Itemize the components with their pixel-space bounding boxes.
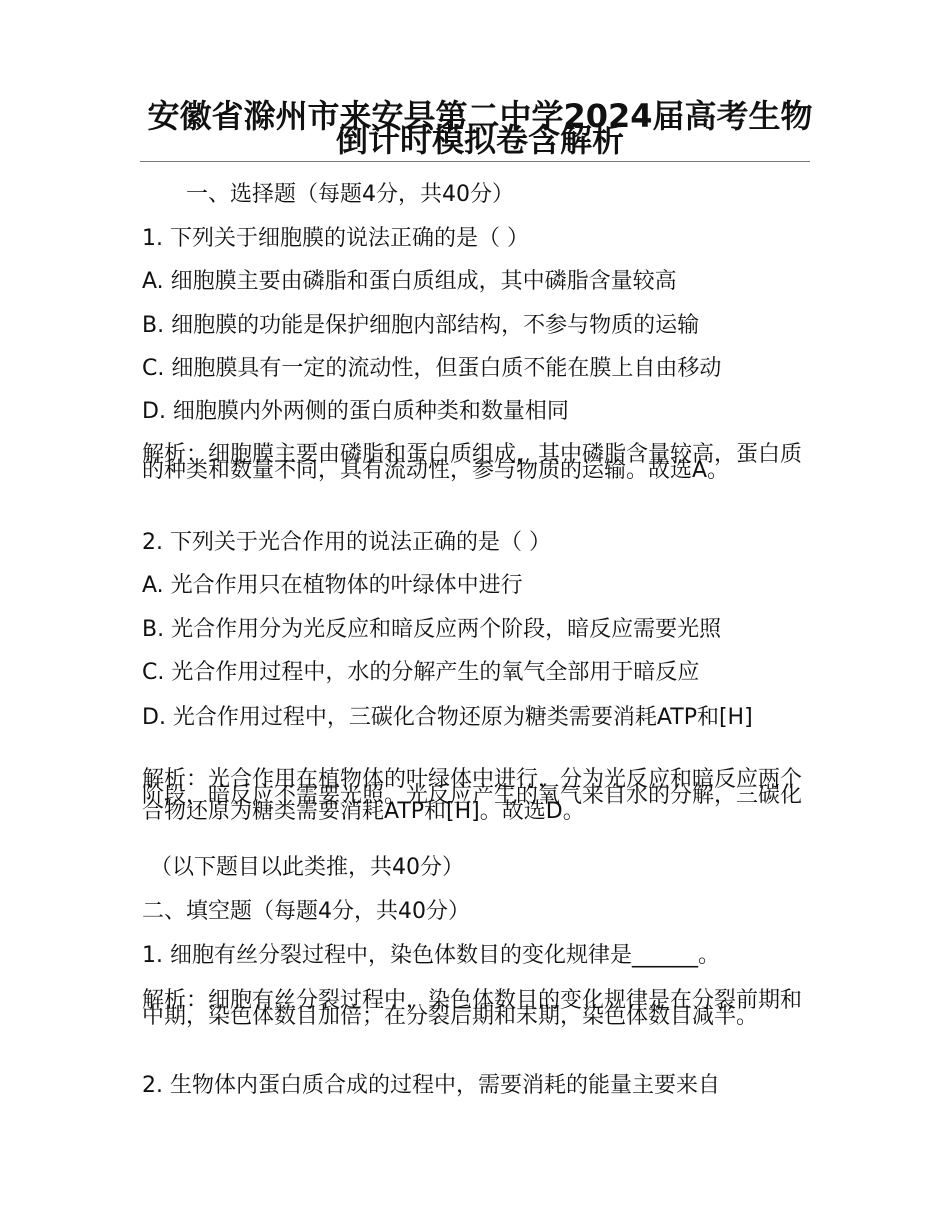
q1-option-b: B. 细胞膜的功能是保护细胞内部结构，不参与物质的运输 <box>142 313 700 338</box>
document-title: 安徽省滁州市来安县第二中学2024届高考生物倒计时模拟卷含解析 <box>147 97 813 159</box>
q1-option-c: C. 细胞膜具有一定的流动性，但蛋白质不能在膜上自由移动 <box>142 356 722 381</box>
q1-option-d: D. 细胞膜内外两侧的蛋白质种类和数量相同 <box>142 399 569 424</box>
q1-analysis: 解析：细胞膜主要由磷脂和蛋白质组成，其中磷脂含量较高，蛋白质的种类和数量不同，具有流动性，参与物质的运输。故选A。 <box>142 442 803 483</box>
fill1-analysis: 解析：细胞有丝分裂过程中，染色体数目的变化规律是在分裂前期和中期，染色体数目加倍；在分裂后期和末期，染色体数目减半。 <box>142 988 803 1029</box>
q2-stem: 2. 下列关于光合作用的说法正确的是（ ） <box>142 530 551 555</box>
q2-option-a: A. 光合作用只在植物体的叶绿体中进行 <box>142 573 523 598</box>
q2-analysis: 解析：光合作用在植物体的叶绿体中进行，分为光反应和暗反应两个阶段，暗反应不需要光照。光反应产生的氧气来自水的分解，三碳化合物还原为糖类需要消耗ATP和[H]。故选D。 <box>142 767 803 824</box>
section1-note: （以下题目以此类推，共40分） <box>150 855 464 880</box>
title-underline <box>140 161 810 162</box>
q2-option-c: C. 光合作用过程中，水的分解产生的氧气全部用于暗反应 <box>142 660 700 685</box>
q1-stem: 1. 下列关于细胞膜的说法正确的是（ ） <box>142 226 529 251</box>
fill2-stem: 2. 生物体内蛋白质合成的过程中，需要消耗的能量主要来自 <box>142 1073 720 1098</box>
q2-option-d: D. 光合作用过程中，三碳化合物还原为糖类需要消耗ATP和[H] <box>142 705 753 730</box>
q2-option-b: B. 光合作用分为光反应和暗反应两个阶段，暗反应需要光照 <box>142 617 722 642</box>
section1-heading: 一、选择题（每题4分，共40分） <box>186 182 514 207</box>
section2-heading: 二、填空题（每题4分，共40分） <box>142 899 470 924</box>
fill1-stem: 1. 细胞有丝分裂过程中，染色体数目的变化规律是______。 <box>142 943 720 968</box>
q1-option-a: A. 细胞膜主要由磷脂和蛋白质组成，其中磷脂含量较高 <box>142 269 677 294</box>
